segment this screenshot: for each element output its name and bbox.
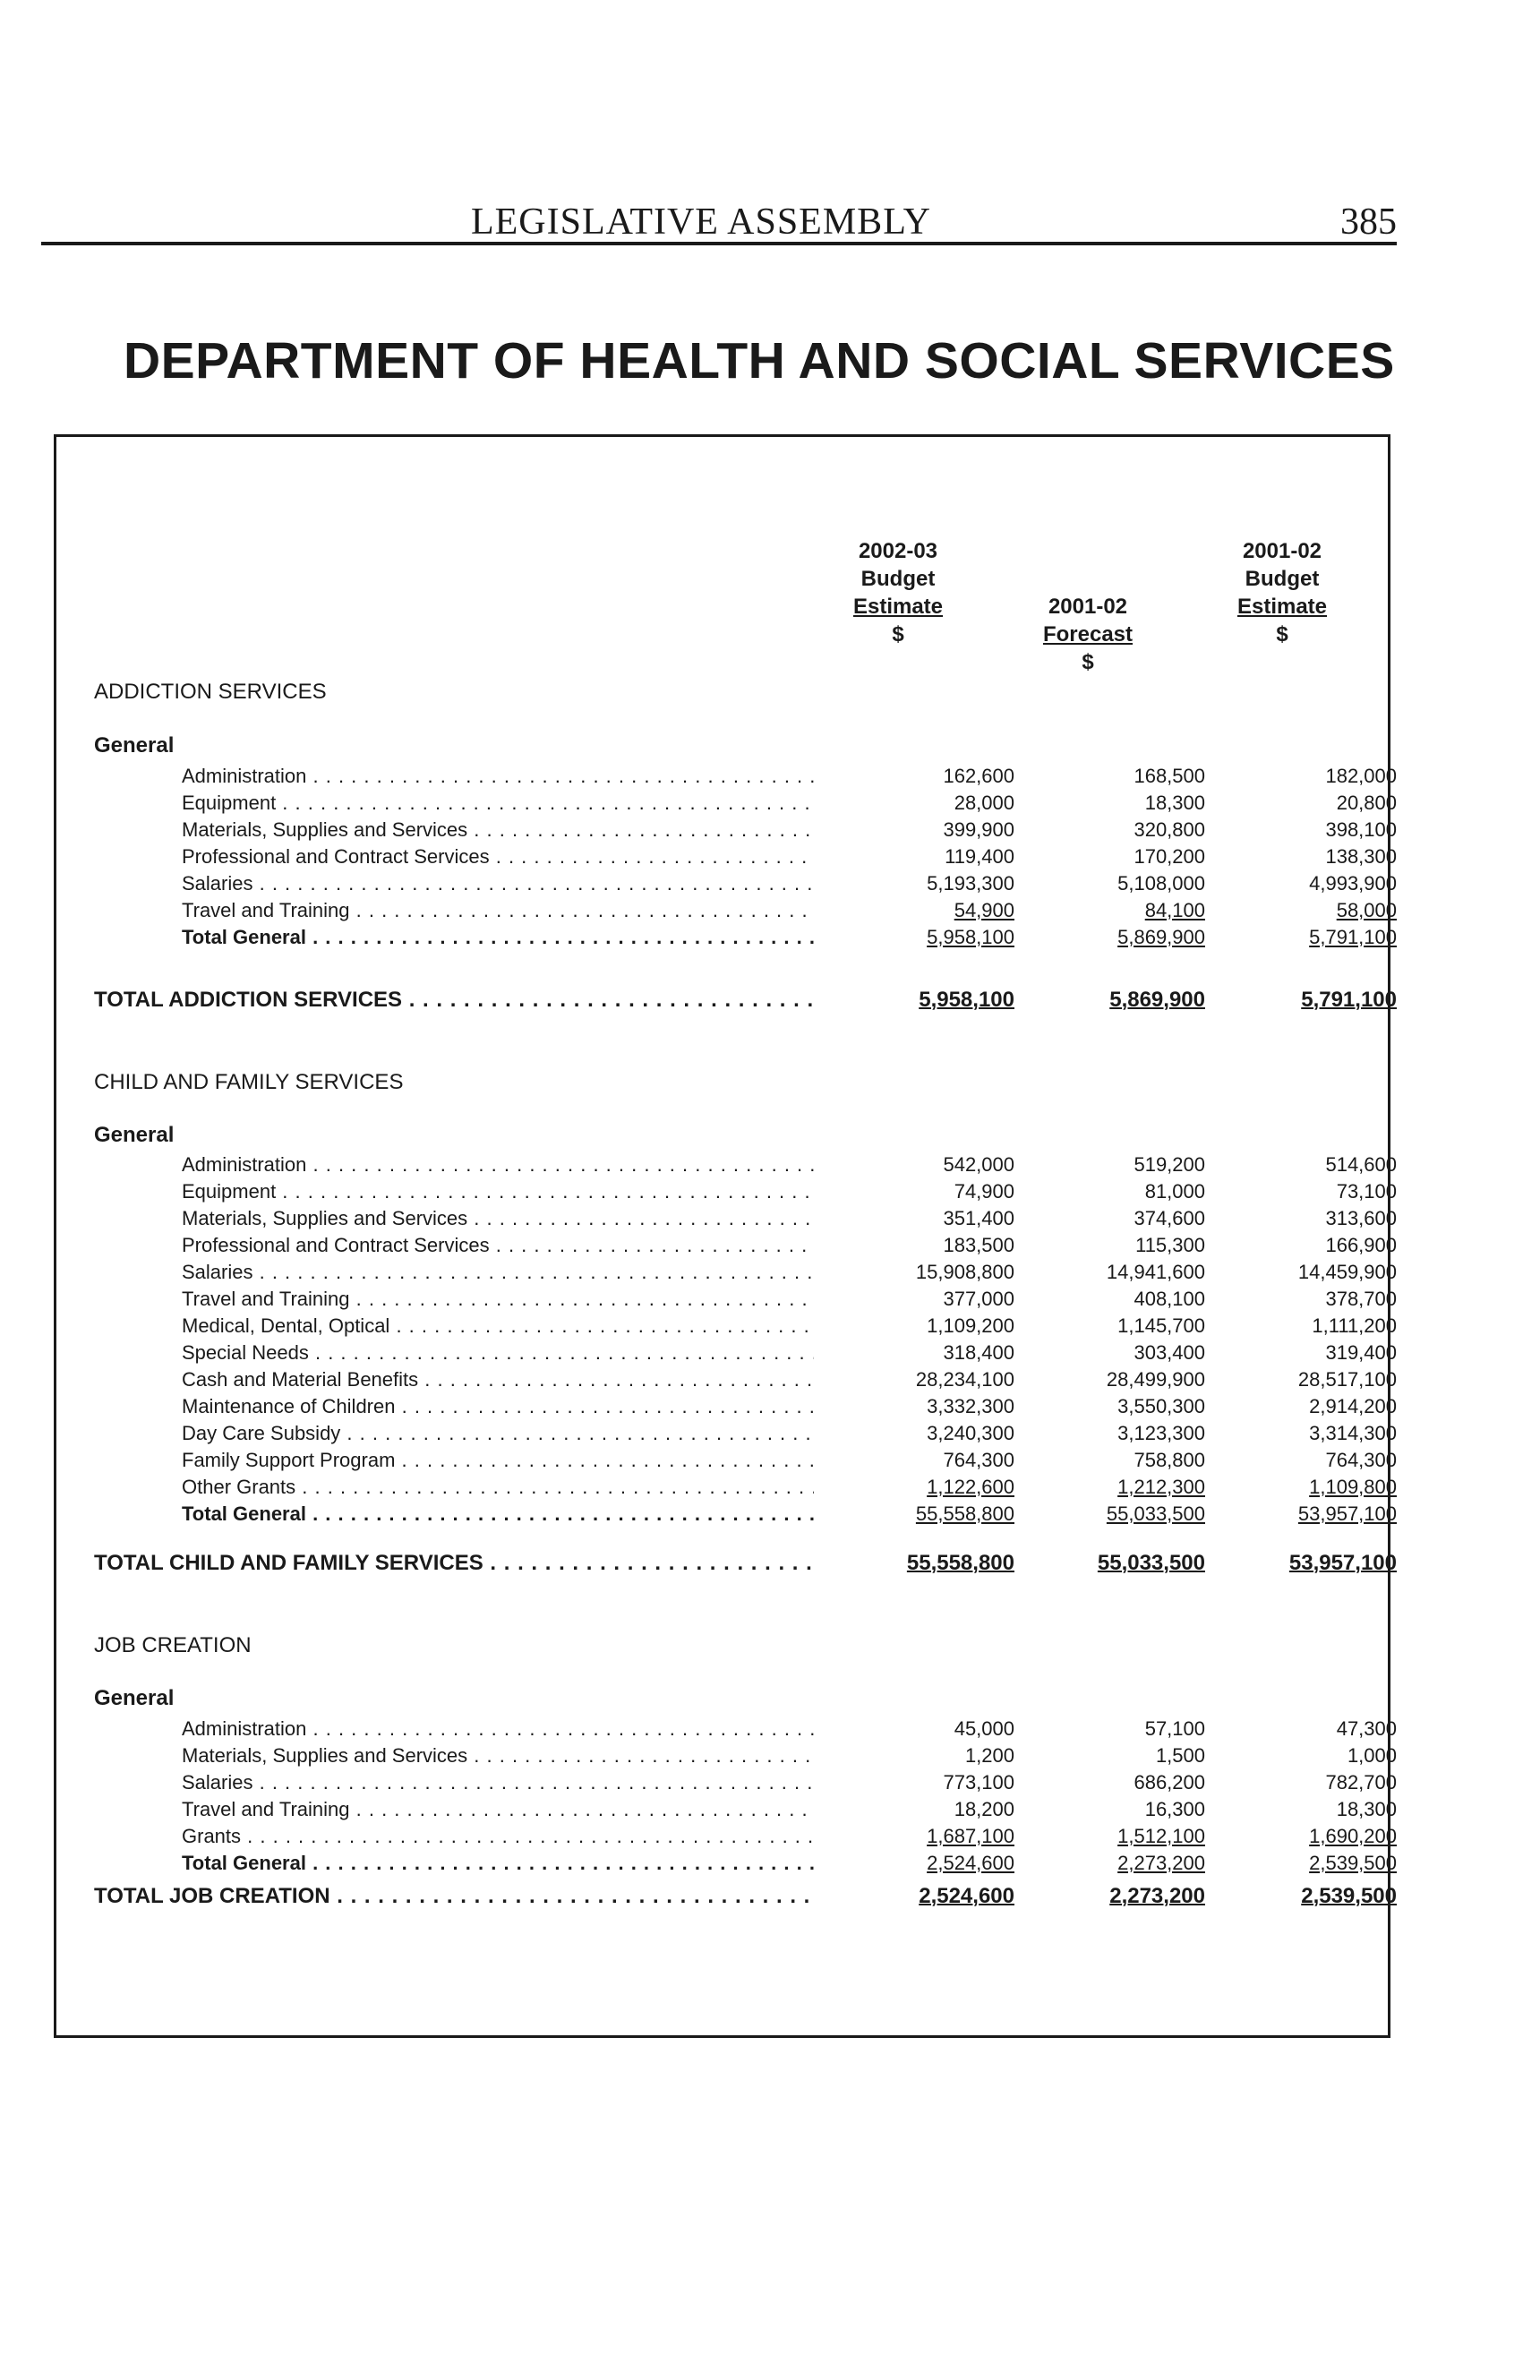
column-header-line: Forecast: [1042, 622, 1134, 646]
row-label: Administration . . .: [182, 763, 814, 790]
row-label: Professional and Contract Services . . .: [182, 843, 814, 870]
row-value: [1053, 897, 1205, 924]
row-value: [862, 897, 1014, 924]
section-total-row: [56, 985, 1397, 1015]
row-value: [1053, 1823, 1205, 1850]
row-label: Special Needs . . .: [182, 1340, 814, 1366]
row-value: 2,914,200: [1309, 1395, 1397, 1417]
row-value: 73,100: [1336, 1180, 1397, 1203]
row-value-text: 54,900: [954, 899, 1014, 921]
row-value-text: 1,687,100: [927, 1825, 1014, 1847]
row-value: 18,200: [954, 1798, 1014, 1820]
row-value: 74,900: [954, 1180, 1014, 1203]
row-value: 53,957,100: [1297, 1502, 1397, 1525]
row-value: 81,000: [1144, 1180, 1205, 1203]
row-value: [862, 1823, 1014, 1850]
row-value: [1053, 1474, 1205, 1501]
section-total-value: 5,958,100: [919, 988, 1014, 1012]
table-row: [56, 870, 1397, 897]
subtotal-row: [56, 1850, 1397, 1877]
table-row: [56, 1769, 1397, 1796]
section-total-value: 55,033,500: [1097, 1551, 1205, 1575]
row-value: 764,300: [943, 1449, 1014, 1471]
table-row: [56, 1286, 1397, 1313]
row-label: Medical, Dental, Optical . . .: [182, 1313, 814, 1340]
row-label: Family Support Program . . .: [182, 1447, 814, 1474]
row-value: 782,700: [1325, 1771, 1397, 1794]
row-value: 138,300: [1325, 845, 1397, 868]
row-value: 3,314,300: [1309, 1422, 1397, 1444]
row-value: 47,300: [1336, 1717, 1397, 1740]
row-label: Salaries . . .: [182, 870, 814, 897]
row-value: 686,200: [1134, 1771, 1205, 1794]
page-number: 385: [1340, 201, 1397, 243]
row-value: 514,600: [1325, 1153, 1397, 1176]
section-total-value: 5,869,900: [1109, 988, 1205, 1012]
row-label: Maintenance of Children . . .: [182, 1393, 814, 1420]
table-row: [56, 1178, 1397, 1205]
row-value: 408,100: [1134, 1288, 1205, 1310]
row-value-text: 1,109,800: [1309, 1476, 1397, 1498]
row-value: 5,791,100: [1309, 926, 1397, 948]
row-label: Day Care Subsidy . . .: [182, 1420, 814, 1447]
row-label: Equipment . . .: [182, 1178, 814, 1205]
row-value: 1,145,700: [1117, 1314, 1205, 1337]
column-header-unit: $: [1082, 650, 1094, 674]
row-value: 1,000: [1347, 1744, 1397, 1767]
table-row: [56, 1340, 1397, 1366]
row-value: 5,869,900: [1117, 926, 1205, 948]
table-row: [56, 1420, 1397, 1447]
table-row: [56, 1313, 1397, 1340]
section-total-value: 2,539,500: [1301, 1884, 1397, 1908]
column-header-unit: $: [892, 622, 904, 646]
row-label: Travel and Training . . .: [182, 1286, 814, 1313]
table-row: [56, 1716, 1397, 1742]
row-value: 3,332,300: [927, 1395, 1014, 1417]
table-row: [56, 1259, 1397, 1286]
row-label: Travel and Training . . .: [182, 1796, 814, 1823]
row-value: 115,300: [1135, 1234, 1205, 1256]
section-title: CHILD AND FAMILY SERVICES: [94, 1070, 404, 1094]
section-total-value: 2,273,200: [1109, 1884, 1205, 1908]
row-value: 16,300: [1144, 1798, 1205, 1820]
row-value: 519,200: [1134, 1153, 1205, 1176]
column-header-line: 2001-02: [1048, 595, 1128, 619]
column-header-line: Budget: [1245, 567, 1320, 591]
row-value: 5,193,300: [927, 872, 1014, 895]
table-row: [56, 1742, 1397, 1769]
row-value: 5,958,100: [927, 926, 1014, 948]
table-row: [56, 897, 1397, 924]
budget-table: [54, 434, 1397, 2038]
row-value: 2,539,500: [1309, 1852, 1397, 1874]
row-value: 2,524,600: [927, 1852, 1014, 1874]
subsection-title: General: [94, 733, 175, 758]
department-title: DEPARTMENT OF HEALTH AND SOCIAL SERVICES: [124, 332, 1395, 390]
row-value: 15,908,800: [915, 1261, 1014, 1283]
row-value: 764,300: [1325, 1449, 1397, 1471]
row-value: 3,240,300: [927, 1422, 1014, 1444]
section-total-value: 5,791,100: [1301, 988, 1397, 1012]
row-label: Materials, Supplies and Services . . .: [182, 817, 814, 843]
row-value: 542,000: [943, 1153, 1014, 1176]
row-value: 320,800: [1134, 818, 1205, 841]
row-label: Equipment . . .: [182, 790, 814, 817]
row-label: Salaries . . .: [182, 1259, 814, 1286]
row-value-text: 1,512,100: [1117, 1825, 1205, 1847]
row-value: 14,941,600: [1106, 1261, 1205, 1283]
section-total-label: TOTAL JOB CREATION . . .: [94, 1881, 814, 1912]
row-value: 5,108,000: [1117, 872, 1205, 895]
section-total-value: 55,558,800: [906, 1551, 1014, 1575]
row-value: 45,000: [954, 1717, 1014, 1740]
row-value: [1245, 1474, 1397, 1501]
row-value: 303,400: [1134, 1341, 1205, 1364]
column-header-line: Budget: [860, 567, 936, 591]
column-header-2002-03-estimate: [800, 537, 997, 648]
row-label: Other Grants . . .: [182, 1474, 814, 1501]
table-row: [56, 843, 1397, 870]
table-row: [56, 1366, 1397, 1393]
subsection-title: General: [94, 1686, 175, 1710]
row-value: 162,600: [943, 765, 1014, 787]
table-row: [56, 1205, 1397, 1232]
table-row: [56, 763, 1397, 790]
row-value: 3,123,300: [1117, 1422, 1205, 1444]
row-value: 1,111,200: [1312, 1314, 1397, 1337]
row-value-text: 1,212,300: [1117, 1476, 1205, 1498]
column-header-2001-02-forecast: [989, 593, 1186, 676]
table-row: [56, 790, 1397, 817]
row-value: 14,459,900: [1297, 1261, 1397, 1283]
row-label: Administration . . .: [182, 1716, 814, 1742]
row-value: 170,200: [1134, 845, 1205, 868]
row-value: 351,400: [943, 1207, 1014, 1229]
table-row: [56, 1151, 1397, 1178]
row-value: 399,900: [943, 818, 1014, 841]
row-label: Total General . . .: [182, 924, 814, 951]
table-row: [56, 1796, 1397, 1823]
column-header-line: Estimate: [1236, 595, 1328, 619]
section-total-row: [56, 1548, 1397, 1579]
row-value: 18,300: [1336, 1798, 1397, 1820]
row-value: 55,033,500: [1106, 1502, 1205, 1525]
row-value: 20,800: [1336, 792, 1397, 814]
table-row: [56, 1447, 1397, 1474]
page-header: [41, 199, 1397, 245]
row-value: 313,600: [1325, 1207, 1397, 1229]
row-label: Cash and Material Benefits . . .: [182, 1366, 814, 1393]
section-total-label: TOTAL CHILD AND FAMILY SERVICES . . .: [94, 1548, 814, 1579]
column-header-line: 2002-03: [858, 539, 938, 563]
row-value-text: 84,100: [1144, 899, 1205, 921]
row-value: 1,500: [1155, 1744, 1205, 1767]
row-label: Materials, Supplies and Services . . .: [182, 1205, 814, 1232]
row-label: Salaries . . .: [182, 1769, 814, 1796]
column-header-line: Estimate: [852, 595, 944, 619]
section-title: JOB CREATION: [94, 1633, 252, 1657]
row-value: 18,300: [1144, 792, 1205, 814]
row-value: 182,000: [1325, 765, 1397, 787]
row-value: 318,400: [943, 1341, 1014, 1364]
row-value: 28,234,100: [915, 1368, 1014, 1391]
row-label: Administration . . .: [182, 1151, 814, 1178]
row-value: 378,700: [1325, 1288, 1397, 1310]
row-value: 119,400: [945, 845, 1014, 868]
row-value: [1245, 897, 1397, 924]
row-label: Professional and Contract Services . . .: [182, 1232, 814, 1259]
subtotal-row: [56, 924, 1397, 951]
table-row: [56, 1474, 1397, 1501]
row-value: 55,558,800: [915, 1502, 1014, 1525]
row-value-text: 1,122,600: [927, 1476, 1014, 1498]
row-value: 1,109,200: [927, 1314, 1014, 1337]
row-label: Materials, Supplies and Services . . .: [182, 1742, 814, 1769]
table-row: [56, 1232, 1397, 1259]
subtotal-row: [56, 1501, 1397, 1528]
column-header-2001-02-estimate: [1184, 537, 1381, 648]
row-value-text: 58,000: [1336, 899, 1397, 921]
row-value: 4,993,900: [1309, 872, 1397, 895]
row-label: Total General . . .: [182, 1850, 814, 1877]
row-value: 1,200: [964, 1744, 1014, 1767]
row-label: Grants . . .: [182, 1823, 814, 1850]
row-value-text: 1,690,200: [1309, 1825, 1397, 1847]
row-value: 374,600: [1134, 1207, 1205, 1229]
section-total-value: 53,957,100: [1288, 1551, 1397, 1575]
row-value: [862, 1474, 1014, 1501]
section-total-row: [56, 1881, 1397, 1912]
table-row: [56, 1393, 1397, 1420]
row-value: 319,400: [1325, 1341, 1397, 1364]
header-title: LEGISLATIVE ASSEMBLY: [471, 201, 931, 243]
row-value: 28,499,900: [1106, 1368, 1205, 1391]
row-value: 183,500: [943, 1234, 1014, 1256]
row-value: 28,000: [954, 792, 1014, 814]
row-value: 398,100: [1325, 818, 1397, 841]
table-row: [56, 817, 1397, 843]
row-value: 3,550,300: [1117, 1395, 1205, 1417]
row-value: 166,900: [1325, 1234, 1397, 1256]
row-value: 758,800: [1134, 1449, 1205, 1471]
section-total-label: TOTAL ADDICTION SERVICES . . .: [94, 985, 814, 1015]
row-value: 2,273,200: [1117, 1852, 1205, 1874]
column-header-line: 2001-02: [1242, 539, 1322, 563]
section-title: ADDICTION SERVICES: [94, 680, 327, 704]
row-value: 57,100: [1144, 1717, 1205, 1740]
column-header-unit: $: [1276, 622, 1288, 646]
row-value: 773,100: [943, 1771, 1014, 1794]
row-label: Total General . . .: [182, 1501, 814, 1528]
row-label: Travel and Training . . .: [182, 897, 814, 924]
subsection-title: General: [94, 1123, 175, 1147]
row-value: 168,500: [1134, 765, 1205, 787]
section-total-value: 2,524,600: [919, 1884, 1014, 1908]
row-value: 377,000: [943, 1288, 1014, 1310]
row-value: [1245, 1823, 1397, 1850]
row-value: 28,517,100: [1297, 1368, 1397, 1391]
table-row: [56, 1823, 1397, 1850]
